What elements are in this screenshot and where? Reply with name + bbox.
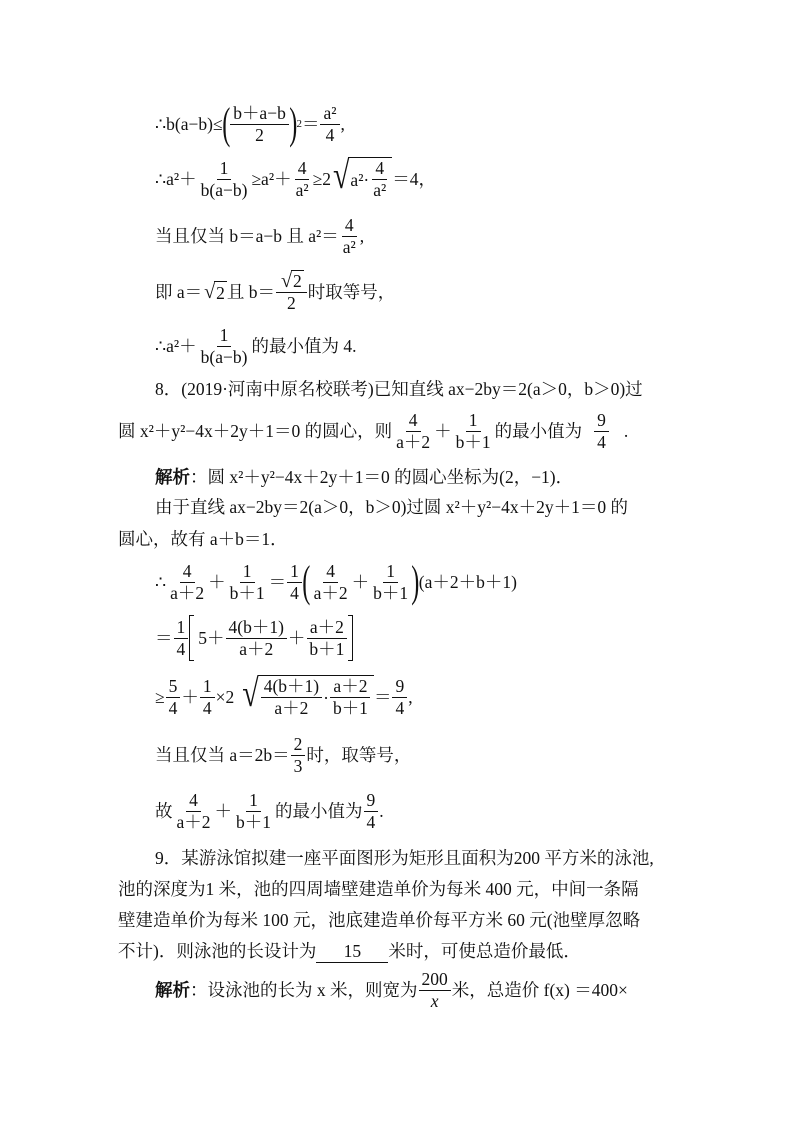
- line-5: [155, 322, 356, 370]
- radical-icon: √: [242, 672, 259, 716]
- fraction: $\frac{a+2}{b+1}$: [306, 617, 347, 660]
- fraction: $\frac{200}{x}$: [419, 969, 451, 1012]
- fraction: $\frac{1}{b+1}$: [373, 560, 409, 603]
- question-9-line-2: 池的深度为1 米，池的四周墙壁建造单价为每米 400 元，中间一条隔: [118, 879, 639, 899]
- solution-8-line-6: ≥ $\frac{5}{4}$ ＋ $\frac{1}{4}$ ×2 √ $\frac{4(b+1)}{a+2}$ · $\frac{a+2}{b+1}$ ＝ $\frac{9}{4}$ ,: [155, 672, 413, 722]
- fraction: $\frac{4}{a+2}$: [313, 560, 348, 603]
- fraction: $\frac{4(b+1)}{a+2}$: [261, 676, 322, 719]
- solution-8-line-8: 故 $\frac{4}{a+2}$ ＋ $\frac{1}{b+1}$ 的最小值为 $\frac{9}{4}$ .: [155, 789, 384, 832]
- fraction: √ 2 2: [276, 270, 307, 314]
- paren-left: (: [221, 99, 230, 148]
- solution-label: 解析: [155, 980, 190, 1000]
- radical-icon: √: [204, 280, 216, 303]
- line-4: [155, 268, 395, 316]
- paren-left: (: [302, 557, 311, 606]
- fraction: $\frac{4}{a+2}$: [396, 409, 431, 452]
- text: 的最小值为 4.: [251, 336, 357, 356]
- question-9-line-4: 不计)．则泳池的长设计为 15 米时，可使总造价最低．: [118, 940, 581, 961]
- fraction: $\frac{5}{4}$: [166, 676, 181, 719]
- text: ,: [340, 114, 345, 134]
- fraction: $\frac{2}{3}$: [291, 734, 306, 777]
- fraction: $\frac{4}{\text{a²}}$: [342, 214, 356, 257]
- fraction: $\frac{1}{b+1}$: [229, 560, 265, 603]
- line-2: [155, 155, 436, 203]
- fraction: $\frac{1}{b(a-b)}$: [200, 324, 248, 367]
- text: ＝: [301, 114, 320, 134]
- fraction: $\frac{9}{4}$: [364, 790, 379, 833]
- solution-8-line-2: 由于直线 ax−2by＝2(a＞0，b＞0)过圆 x²＋y²−4x＋2y＋1＝0 的: [155, 497, 629, 517]
- paren-right: ): [289, 99, 298, 148]
- answer-fraction: $\frac{9}{4}$: [594, 410, 609, 453]
- answer-blank: 15: [316, 940, 388, 963]
- text: ,: [359, 226, 365, 246]
- line-1: ∴b(a−b)≤ ( $\frac{b+a-b}{2}$ ) 2 ＝ $\frac{\text{a²}}{4}$ ,: [155, 99, 345, 148]
- question-8-line-2: 圆 x²＋y²−4x＋2y＋1＝0 的圆心，则 $\frac{4}{a+2}$ ＋ $\frac{1}{b+1}$ 的最小值为 $\frac{9}{4}$ .: [118, 409, 629, 452]
- text: 即 a＝: [155, 282, 203, 302]
- question-8-line-1: 8．(2019·河南中原名校联考)已知直线 ax−2by＝2(a＞0，b＞0)过: [155, 379, 643, 399]
- text: ∴b(a−b)≤: [155, 114, 223, 134]
- solution-8-line-4: ∴ $\frac{4}{a+2}$ ＋ $\frac{1}{b+1}$ ＝ $\frac{1}{4}$ ( $\frac{4}{a+2}$ ＋ $\frac{1}{b+1}$ ) (a＋2＋b＋1): [155, 557, 517, 606]
- text: ＝4，: [392, 169, 437, 189]
- sqrt: √ 2: [281, 270, 302, 292]
- line-3: [155, 212, 364, 260]
- fraction: $\frac{1}{b+1}$: [236, 789, 272, 832]
- fraction: $\frac{1}{4}$: [174, 617, 189, 660]
- solution-label: 解析: [155, 467, 190, 487]
- bracket-left: [189, 615, 194, 661]
- sqrt: √ $\frac{4(b+1)}{a+2}$ · $\frac{a+2}{b+1}$: [242, 675, 374, 719]
- text: ≥a²＋: [251, 169, 292, 189]
- fraction: $\frac{1}{b+1}$: [455, 409, 491, 452]
- radical-icon: √: [281, 270, 292, 292]
- sqrt: √ 2: [204, 280, 225, 303]
- fraction: $\frac{4}{\text{a²}}$: [295, 157, 309, 200]
- fraction: $\frac{4}{\text{a²}}$: [373, 158, 387, 200]
- text: ≥2: [312, 169, 331, 189]
- fraction: $\frac{a+2}{b+1}$: [330, 676, 371, 719]
- sqrt: √ a²· $\frac{4}{\text{a²}}$: [333, 157, 392, 201]
- fraction: $\frac{9}{4}$: [392, 676, 407, 719]
- fraction: $\frac{\text{a²}}{4}$: [320, 103, 339, 146]
- solution-8-line-1: 解析 ：圆 x²＋y²−4x＋2y＋1＝0 的圆心坐标为(2，−1)．: [155, 467, 574, 487]
- fraction: $\frac{b+a-b}{2}$: [230, 103, 289, 146]
- text: ∴a²＋: [155, 336, 197, 356]
- fraction: $\frac{1}{4}$: [200, 676, 215, 719]
- fraction: $\frac{4}{a+2}$: [176, 789, 211, 832]
- paren-right: ): [411, 557, 420, 606]
- text: 且 b＝: [226, 282, 276, 302]
- fraction: $\frac{1}{4}$: [287, 561, 302, 604]
- text: 当且仅当 b＝a−b 且 a²＝: [155, 226, 339, 246]
- text: 时取等号，: [307, 282, 396, 302]
- question-9-line-3: 壁建造单价为每米 100 元，池底建造单价每平方米 60 元(池壁厚忽略: [118, 910, 641, 930]
- solution-8-line-5: ＝ $\frac{1}{4}$ 5＋ $\frac{4(b+1)}{a+2}$ ＋ $\frac{a+2}{b+1}$: [155, 613, 353, 663]
- solution-9-line-1: 解析 ：设泳池的长为 x 米，则宽为 $\frac{200}{x}$ 米，总造价 f(x) ＝400×: [155, 968, 628, 1011]
- radical-icon: √: [332, 154, 350, 198]
- text: ∴a²＋: [155, 169, 197, 189]
- solution-8-line-3: 圆心，故有 a＋b＝1．: [118, 529, 288, 549]
- fraction: $\frac{1}{b(a-b)}$: [200, 157, 248, 200]
- bracket-right: [348, 615, 353, 661]
- solution-8-line-7: 当且仅当 a＝2b＝ $\frac{2}{3}$ 时，取等号，: [155, 733, 412, 776]
- fraction: $\frac{4}{a+2}$: [170, 560, 205, 603]
- question-9-line-1: 9．某游泳馆拟建一座平面图形为矩形且面积为200 平方米的泳池,: [155, 848, 654, 868]
- fraction: $\frac{4(b+1)}{a+2}$: [226, 617, 287, 660]
